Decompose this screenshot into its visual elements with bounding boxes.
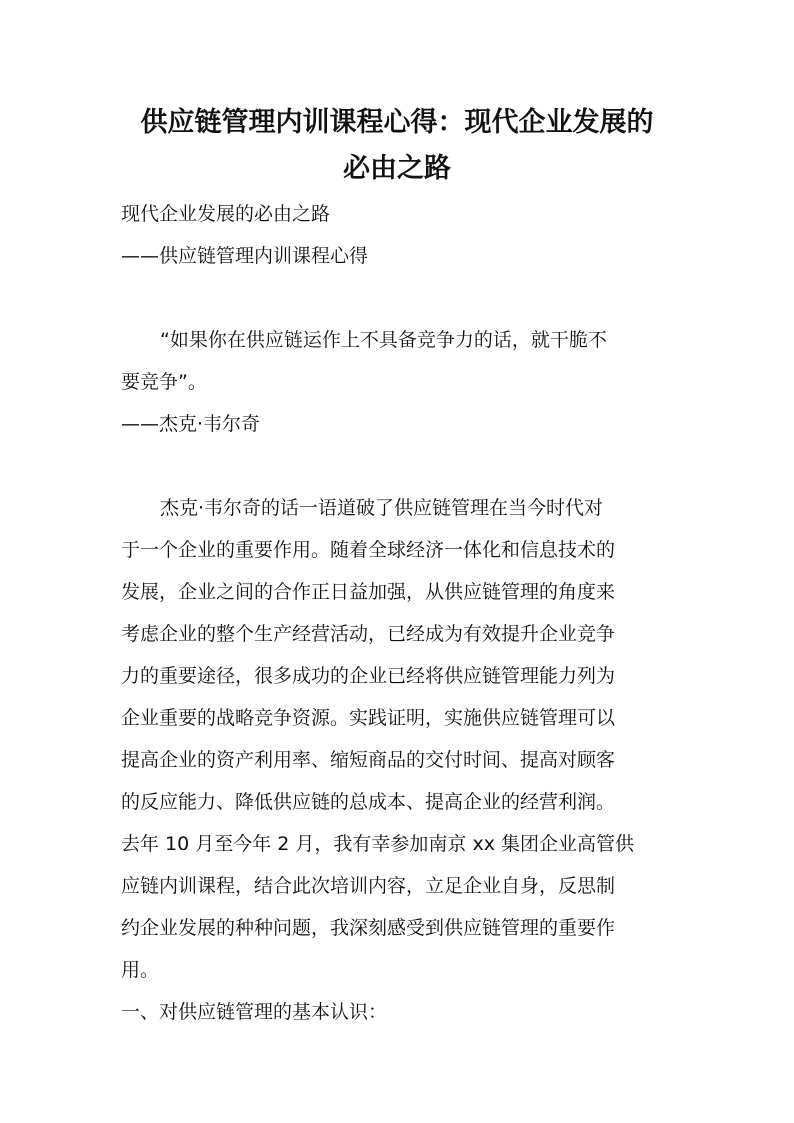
- body-line-10: 应链内训课程，结合此次培训内容，立足企业自身，反思制: [121, 875, 616, 897]
- body-line-11: 约企业发展的种种问题，我深刻感受到供应链管理的重要作: [121, 917, 616, 939]
- body-line-7: 提高企业的资产利用率、缩短商品的交付时间、提高对顾客: [121, 749, 616, 771]
- body-line-4: 考虑企业的整个生产经营活动，已经成为有效提升企业竞争: [121, 623, 616, 645]
- document-title: [110, 100, 684, 192]
- title-line-2: 必由之路: [343, 153, 451, 184]
- quote-author: ——杰克·韦尔奇: [121, 413, 261, 435]
- body-line-6: 企业重要的战略竞争资源。实践证明，实施供应链管理可以: [121, 707, 616, 729]
- quote-line-2: 要竞争”。: [121, 371, 207, 393]
- body-line-2: 于一个企业的重要作用。随着全球经济一体化和信息技术的: [121, 539, 616, 561]
- subtitle: 现代企业发展的必由之路: [121, 203, 331, 225]
- section-heading: 一、对供应链管理的基本认识：: [121, 1001, 388, 1023]
- body-line-8: 的反应能力、降低供应链的总成本、提高企业的经营利润。: [121, 791, 616, 813]
- body-line-1: 杰克·韦尔奇的话一语道破了供应链管理在当今时代对: [160, 497, 604, 519]
- body-line-3: 发展，企业之间的合作正日益加强，从供应链管理的角度来: [121, 581, 616, 603]
- quote-line-1: “如果你在供应链运作上不具备竞争力的话，就干脆不: [160, 329, 607, 351]
- byline: ——供应链管理内训课程心得: [121, 245, 369, 267]
- title-line-1: 供应链管理内训课程心得：现代企业发展的: [140, 107, 654, 138]
- body-line-5: 力的重要途径，很多成功的企业已经将供应链管理能力列为: [121, 665, 616, 687]
- body-line-12: 用。: [121, 959, 160, 981]
- body-line-9: 去年 10 月至今年 2 月，我有幸参加南京 xx 集团企业高管供: [121, 833, 634, 855]
